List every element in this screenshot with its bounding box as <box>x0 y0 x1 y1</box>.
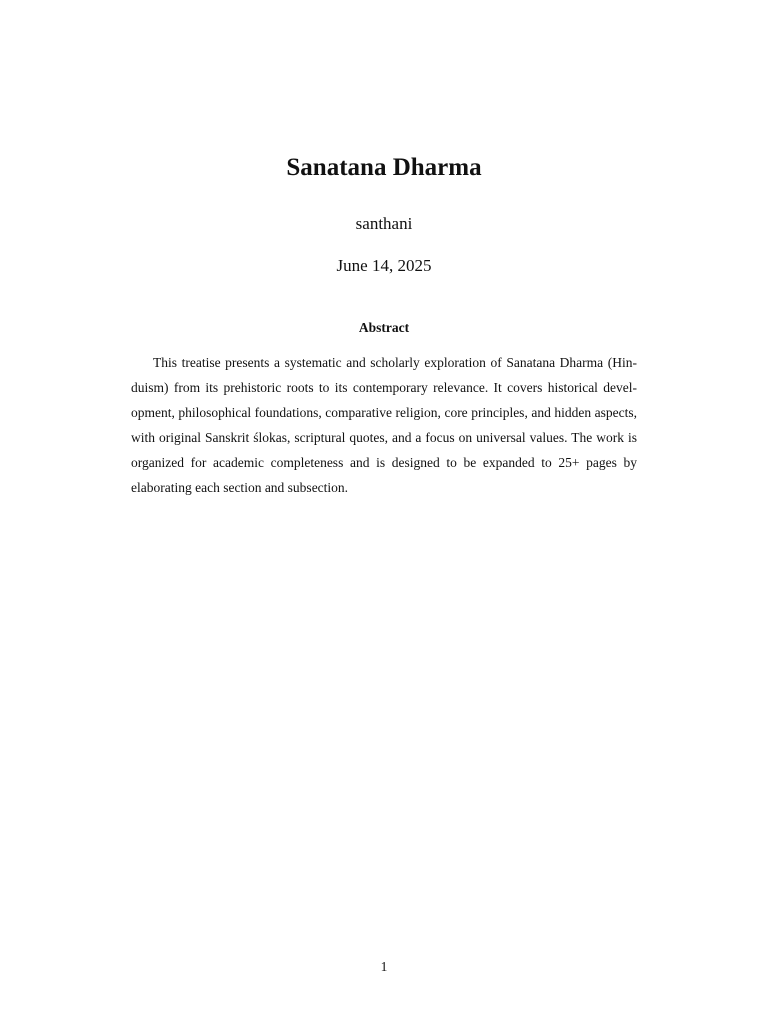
document-date: June 14, 2025 <box>336 256 432 275</box>
document-title: Sanatana Dharma <box>286 154 482 181</box>
document-author: santhani <box>355 214 413 233</box>
abstract-heading: Abstract <box>358 320 410 335</box>
page-number: 1 <box>380 959 388 974</box>
abstract-text: This treatise presents a systematic and scholarly exploration of Sanatana Dharma (Hinduism) from its prehistoric roots to its contemporary relevance. It covers historical development, philosophical foundations, comparative religion, core principles, and hidden aspects, with original Sanskrit ślokas, scriptural quotes, and a focus on universal values. The work is organized for academic completeness and is designed to be expanded to 25+ pages by elaborating each section and subsection. <box>131 355 637 495</box>
